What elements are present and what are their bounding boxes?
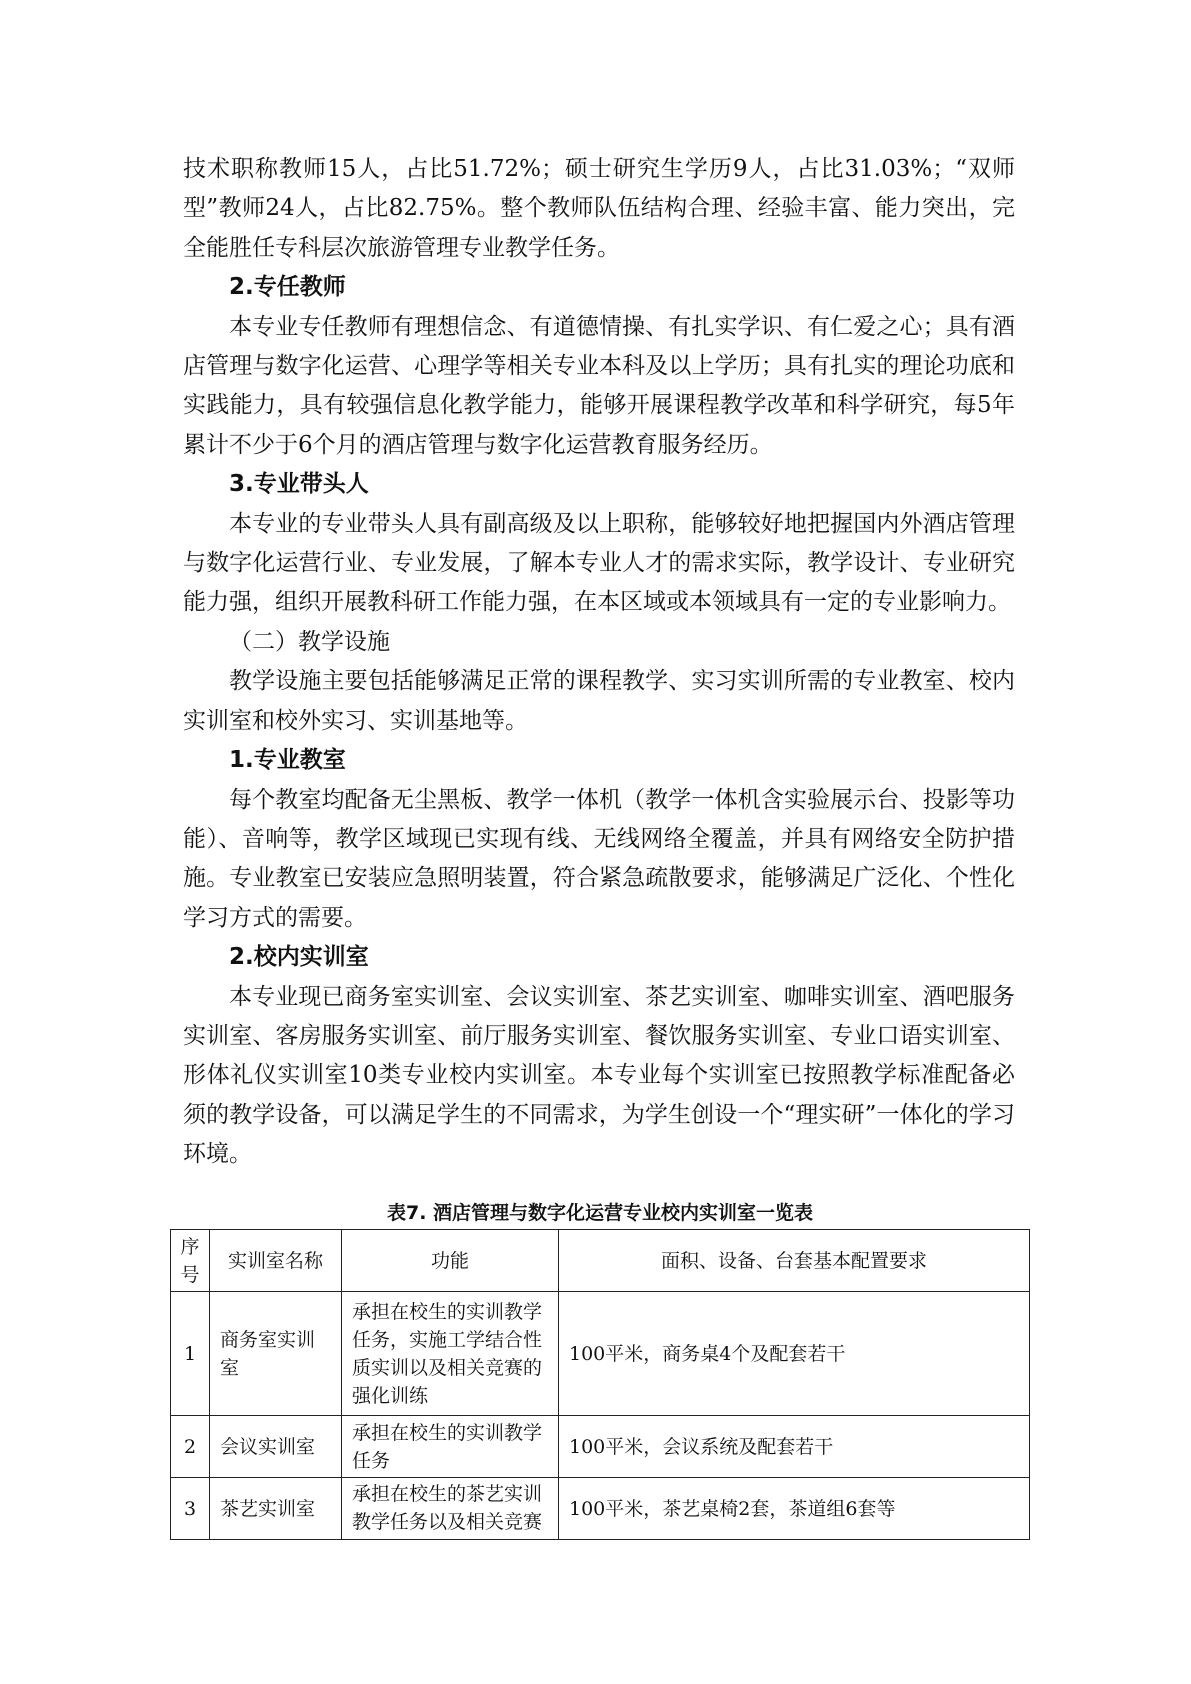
cell-function: 承担在校生的实训教学任务 — [342, 1416, 559, 1478]
cell-no: 2 — [171, 1416, 210, 1478]
table-row — [171, 1416, 1030, 1478]
cell-function — [342, 1478, 559, 1540]
lab-table — [170, 1229, 1030, 1540]
cell-function: 承担在校生的实训教学任务，实施工学结合性质实训以及相关竞赛的强化训练 — [342, 1292, 559, 1416]
section-title-teaching-facilities: （二）教学设施 — [229, 628, 390, 655]
cell-name: 会议实训室 — [210, 1416, 342, 1478]
header-spec: 面积、设备、台套基本配置要求 — [559, 1230, 1030, 1292]
teaching-facilities-paragraph: 教学设施主要包括能够满足正常的课程教学、实习实训所需的专业教室、校内实训室和校外实习、实训基地等。 — [183, 668, 1015, 734]
program-leader-paragraph: 本专业的专业带头人具有副高级及以上职称，能够较好地把握国内外酒店管理与数字化运营行业、专业发展，了解本专业人才的需求实际，教学设计、专业研究能力强，组织开展教科研工作能力强，在本区域或本领域具有一定的专业影响力。 — [183, 510, 1015, 616]
heading-program-leader: 3.专业带头人 — [229, 471, 369, 498]
cell-function-text: 承担在校生的茶艺实训教学任务以及相关竞赛 — [352, 1483, 543, 1533]
classroom-paragraph: 每个教室均配备无尘黑板、教学一体机（教学一体机含实验展示台、投影等功能）、音响等，教学区域现已实现有线、无线网络全覆盖，并具有网络安全防护措施。专业教室已安装应急照明装置，符合紧急疏散要求，能够满足广泛化、个性化学习方式的需要。 — [183, 786, 1015, 931]
document-body — [183, 150, 1015, 1175]
full-time-teachers-paragraph: 本专业专任教师有理想信念、有道德情操、有扎实学识、有仁爱之心；具有酒店管理与数字化运营、心理学等相关专业本科及以上学历；具有扎实的理论功底和实践能力，具有较强信息化教学能力，能够开展课程教学改革和科学研究，每5年累计不少于6个月的酒店管理与数字化运营教育服务经历。 — [183, 313, 1015, 458]
table-row — [171, 1478, 1030, 1540]
cell-name: 茶艺实训室 — [210, 1478, 342, 1540]
cell-spec: 100平米，茶艺桌椅2套，茶道组6套等 — [559, 1478, 1030, 1540]
heading-onsite-lab: 2.校内实训室 — [229, 944, 369, 971]
table-caption: 表7. 酒店管理与数字化运营专业校内实训室一览表 — [386, 1202, 814, 1224]
heading-classroom: 1.专业教室 — [229, 747, 346, 774]
cell-no: 1 — [171, 1292, 210, 1416]
onsite-lab-paragraph: 本专业现已商务室实训室、会议实训室、茶艺实训室、咖啡实训室、酒吧服务实训室、客房服务实训室、前厅服务实训室、餐饮服务实训室、专业口语实训室、形体礼仪实训室10类专业校内实训室。本专业每个实训室已按照教学标准配备必须的教学设备，可以满足学生的不同需求，为学生创设一个“理实研”一体化的学习环境。 — [183, 983, 1015, 1168]
cell-name: 商务室实训室 — [210, 1292, 342, 1416]
table-row — [171, 1292, 1030, 1416]
cell-spec: 100平米，会议系统及配套若干 — [559, 1416, 1030, 1478]
header-name: 实训室名称 — [210, 1230, 342, 1292]
table-header-row — [171, 1230, 1030, 1292]
heading-full-time-teachers: 2.专任教师 — [229, 274, 346, 301]
cell-no: 3 — [171, 1478, 210, 1540]
intro-paragraph: 技术职称教师15人，占比51.72%；硕士研究生学历9人，占比31.03%；“双师型”教师24人，占比82.75%。整个教师队伍结构合理、经验丰富、能力突出，完全能胜任专科层次旅游管理专业教学任务。 — [183, 156, 1015, 261]
cell-spec: 100平米，商务桌4个及配套若干 — [559, 1292, 1030, 1416]
header-function: 功能 — [342, 1230, 559, 1292]
header-no: 序号 — [171, 1230, 210, 1292]
